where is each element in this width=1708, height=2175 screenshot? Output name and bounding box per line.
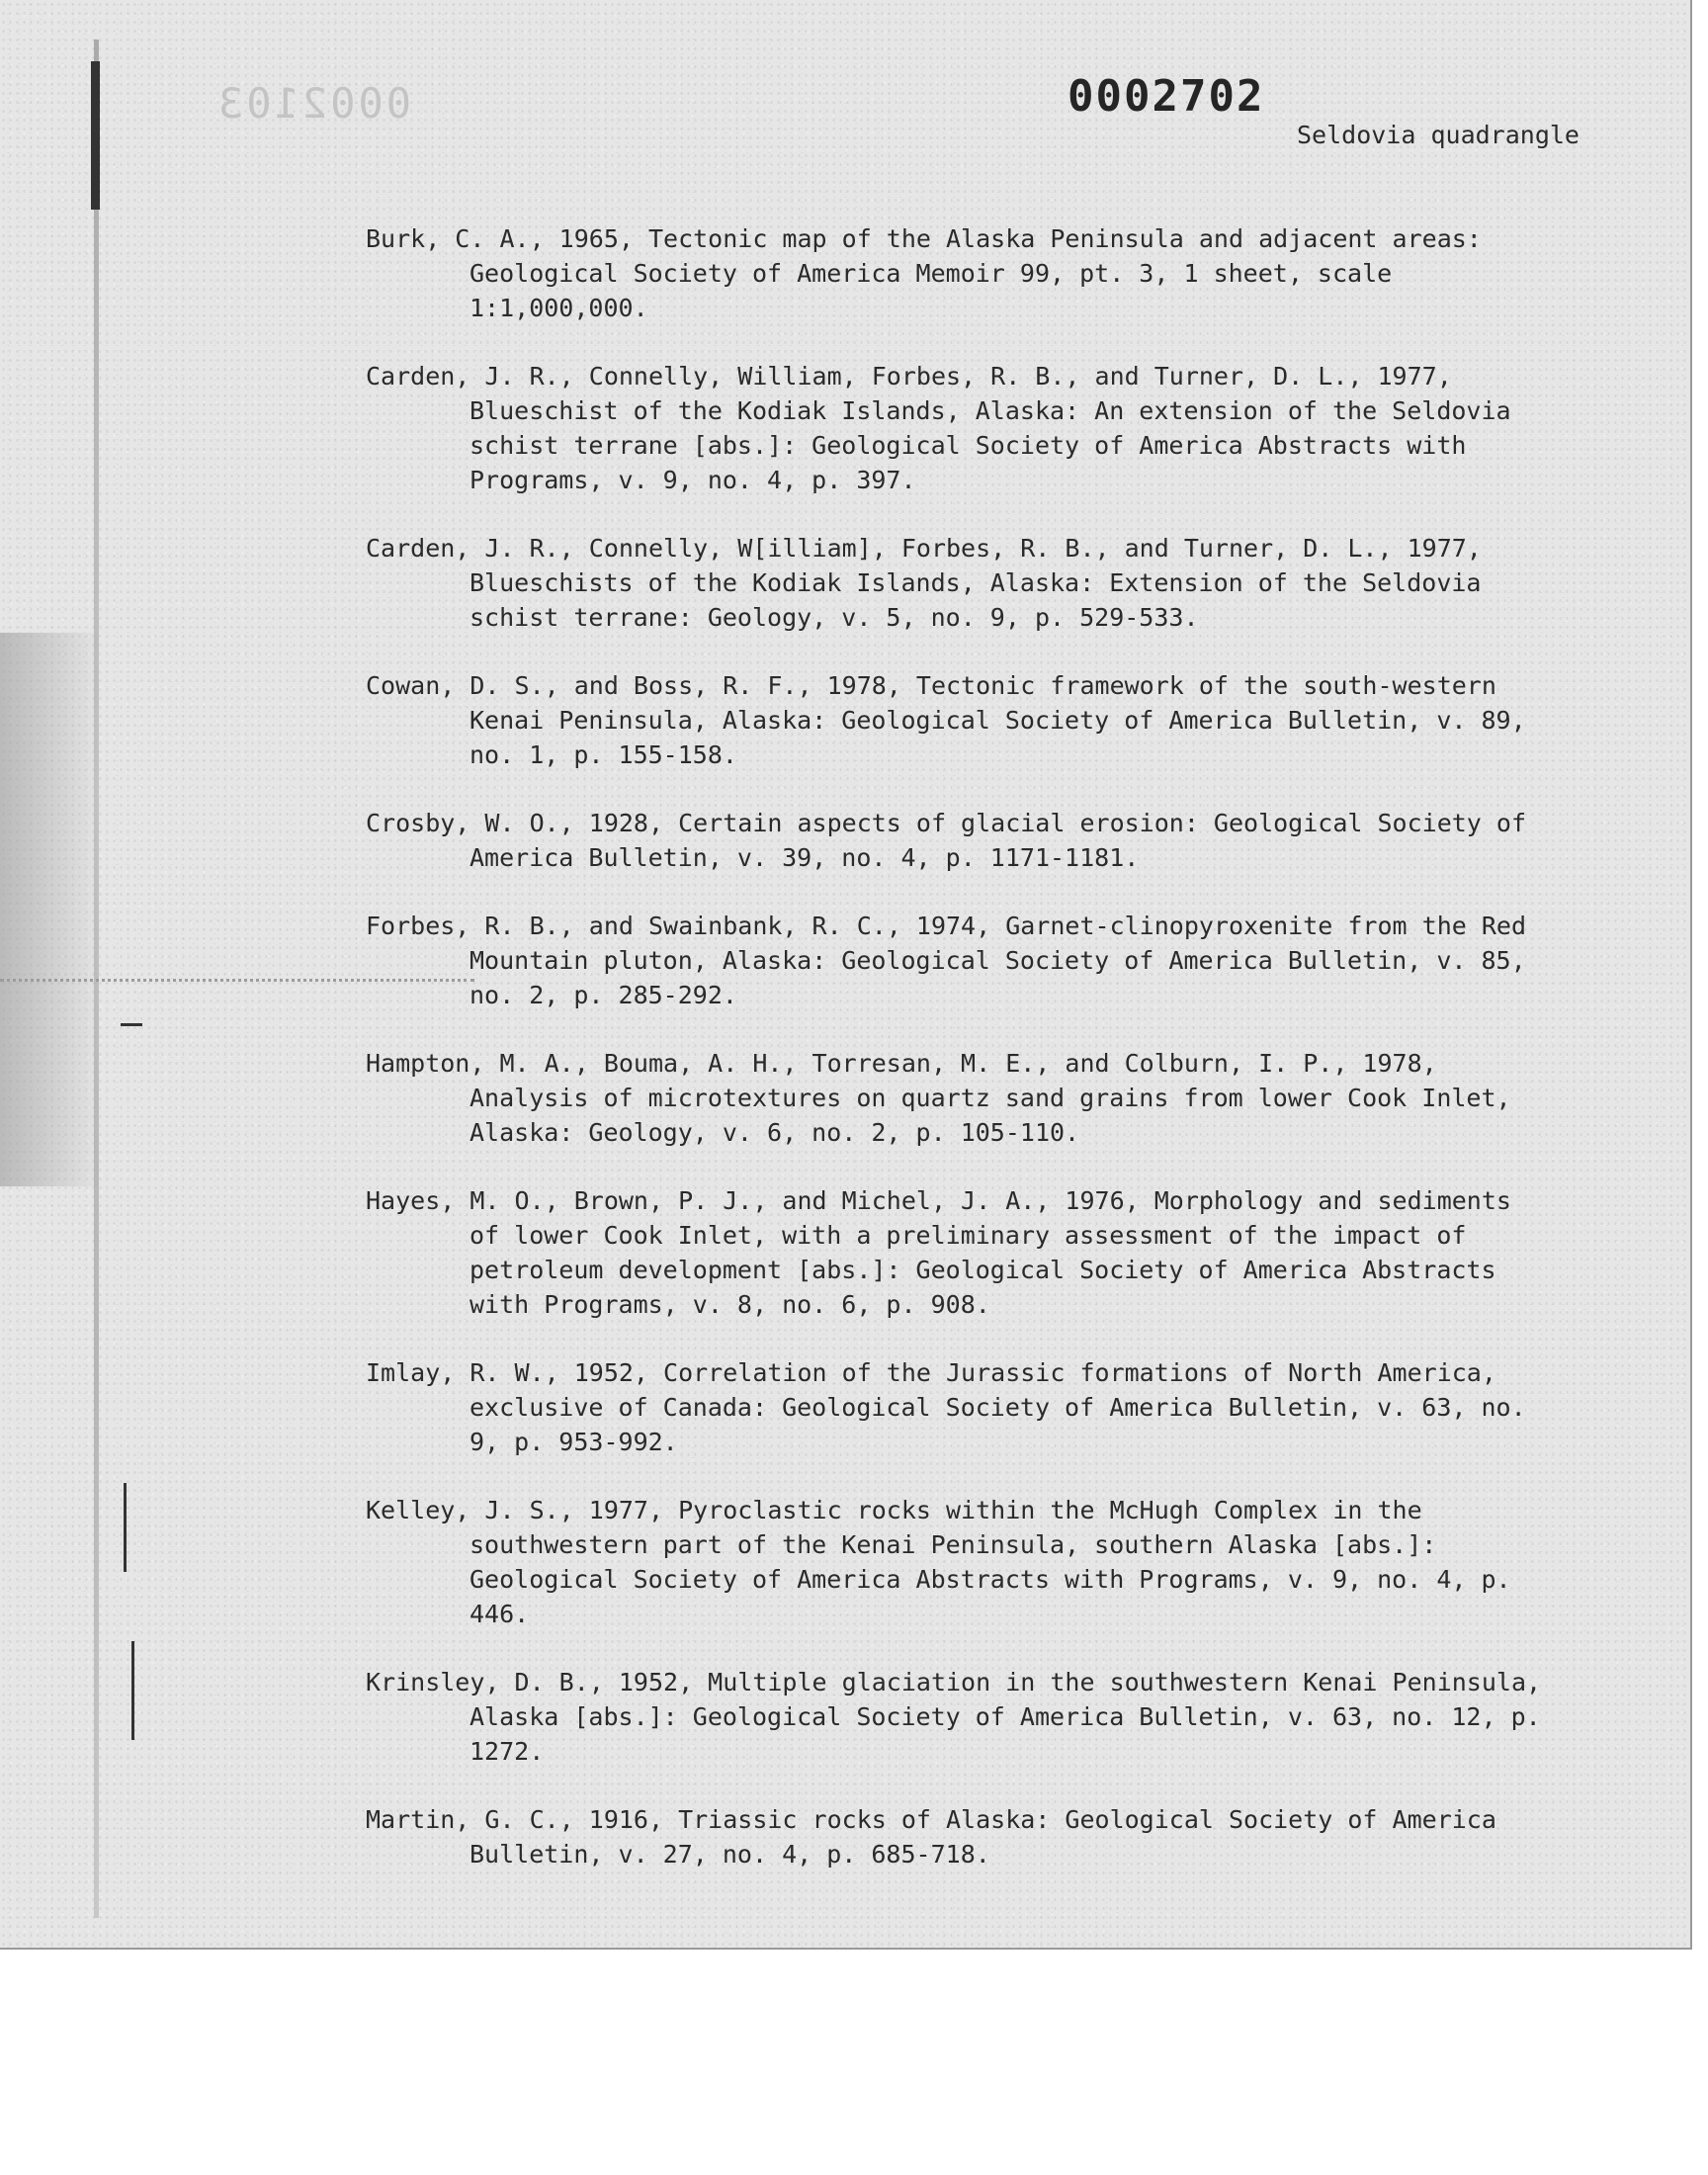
- binding-mark: [124, 1483, 127, 1572]
- reference-entry: Krinsley, D. B., 1952, Multiple glaciation in the southwestern Kenai Peninsula, Alaska [abs.]: Geological Society of America Bulletin, v. 63, no. 12, p. 1272.: [366, 1668, 1557, 1766]
- reference-entry: Burk, C. A., 1965, Tectonic map of the Alaska Peninsula and adjacent areas: Geological Society of America Memoir 99, pt. 3, 1 sheet, scale 1:1,000,000.: [366, 224, 1496, 322]
- reference-entry: Hampton, M. A., Bouma, A. H., Torresan, M. E., and Colburn, I. P., 1978, Analysis of microtextures on quartz sand grains from lower Cook Inlet, Alaska: Geology, v. 6, no. 2, p. 105-110.: [366, 1049, 1526, 1147]
- reference-entry: Martin, G. C., 1916, Triassic rocks of Alaska: Geological Society of America Bulletin, v. 27, no. 4, p. 685-718.: [366, 1805, 1511, 1869]
- reference-entry: Forbes, R. B., and Swainbank, R. C., 1974, Garnet-clinopyroxenite from the Red Mountain pluton, Alaska: Geological Society of America Bulletin, v. 85, no. 2, p. 285-292.: [366, 912, 1542, 1009]
- scan-shadow: [0, 633, 99, 1186]
- quadrangle-label: Seldovia quadrangle: [1297, 121, 1580, 149]
- reference-entry: Carden, J. R., Connelly, W[illiam], Forbes, R. B., and Turner, D. L., 1977, Blueschists of the Kodiak Islands, Alaska: Extension of the Seldovia schist terrane: Geology, v. 5, no. 9, p. 529-533.: [366, 534, 1496, 632]
- reference-list: [366, 221, 1557, 1905]
- reference-entry: Carden, J. R., Connelly, William, Forbes, R. B., and Turner, D. L., 1977, Blueschist of the Kodiak Islands, Alaska: An extension of the Seldovia schist terrane [abs.]: Geological Society of America Abstracts with Programs, v. 9, no. 4, p. 397.: [366, 362, 1526, 494]
- bleed-through-id: 0002103: [215, 79, 412, 128]
- reference-entry: Kelley, J. S., 1977, Pyroclastic rocks within the McHugh Complex in the southwestern part of the Kenai Peninsula, southern Alaska [abs.]: Geological Society of America Abstracts with Programs, v. 9, no. 4, p. 446.: [366, 1496, 1526, 1628]
- reference-entry: Crosby, W. O., 1928, Certain aspects of glacial erosion: Geological Society of America Bulletin, v. 39, no. 4, p. 1171-1181.: [366, 809, 1542, 872]
- reference-entry: Hayes, M. O., Brown, P. J., and Michel, J. A., 1976, Morphology and sediments of lower Cook Inlet, with a preliminary assessment of the impact of petroleum development [abs.]: Geological Society of America Abstracts with Programs, v. 8, no. 6, p. 908.: [366, 1186, 1527, 1319]
- binding-mark: [91, 61, 100, 210]
- binding-mark: [131, 1641, 134, 1740]
- document-number: 0002702: [1068, 71, 1265, 122]
- reference-entry: Cowan, D. S., and Boss, R. F., 1978, Tectonic framework of the south-western Kenai Peninsula, Alaska: Geological Society of America Bulletin, v. 89, no. 1, p. 155-158.: [366, 671, 1541, 769]
- reference-entry: Imlay, R. W., 1952, Correlation of the Jurassic formations of North America, exclusive of Canada: Geological Society of America Bulletin, v. 63, no. 9, p. 953-992.: [366, 1358, 1541, 1456]
- binding-mark: [121, 1023, 142, 1026]
